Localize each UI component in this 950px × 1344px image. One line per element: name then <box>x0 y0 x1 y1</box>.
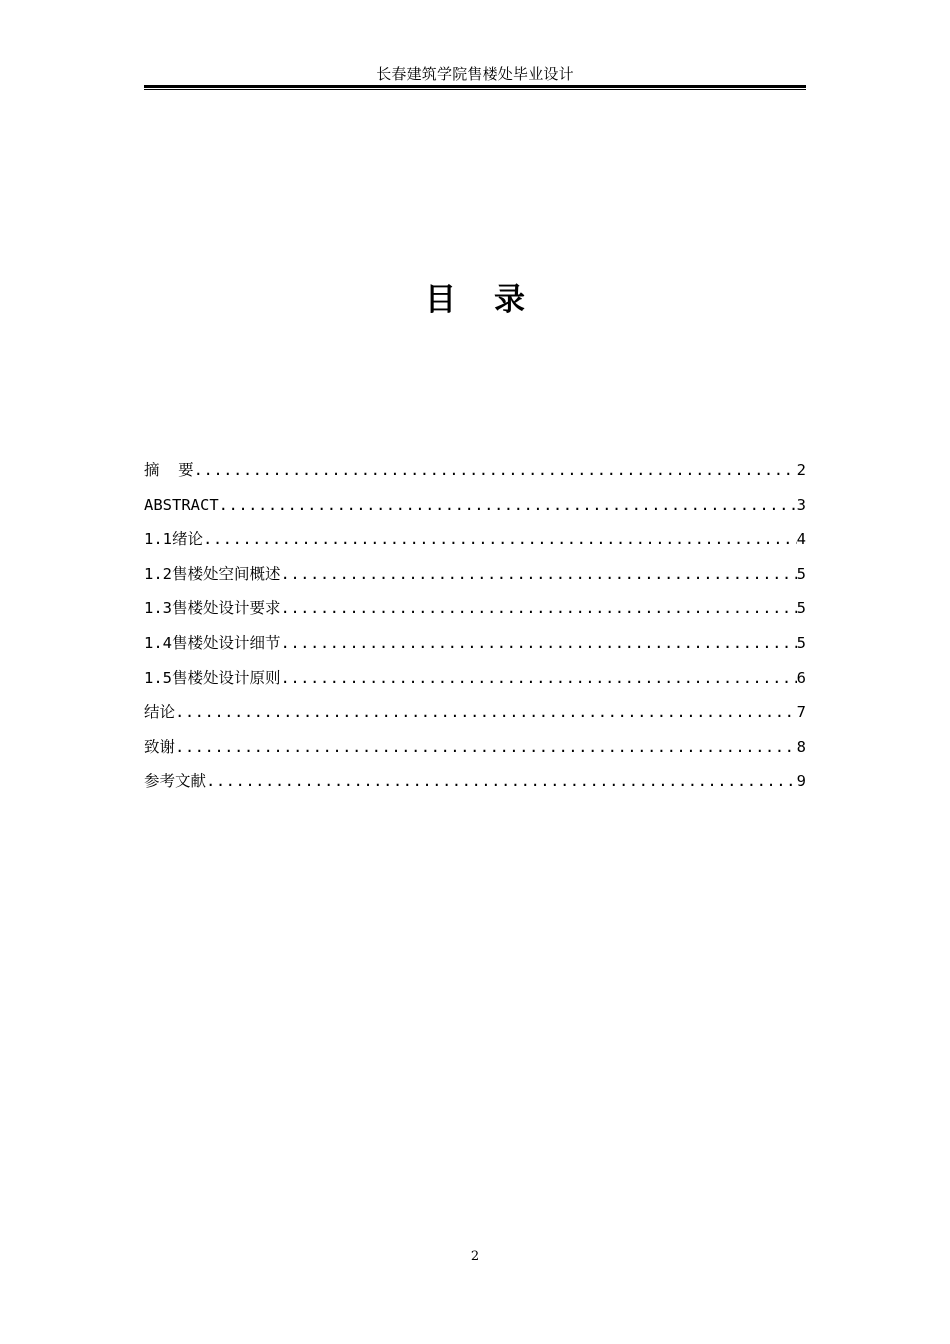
toc-dot-leader <box>175 700 797 724</box>
toc-entry-label: 1.2售楼处空间概述 <box>144 564 281 583</box>
toc-entry-page: 4 <box>796 530 806 549</box>
toc-entry-page: 9 <box>796 772 806 791</box>
toc-dot-leader <box>203 527 797 551</box>
toc-entry-label: 结论 <box>144 703 176 722</box>
toc-entry-label: 摘 要 <box>144 461 194 479</box>
header-rule-thick <box>144 85 806 88</box>
toc-entry-conclusion[interactable] <box>144 700 806 735</box>
toc-dot-leader <box>194 458 797 482</box>
toc-entry-label: 参考文献 <box>144 772 207 791</box>
toc-entry-label: 1.1绪论 <box>144 530 203 549</box>
toc-dot-leader <box>281 631 797 655</box>
toc-entry-1-5[interactable] <box>144 666 806 701</box>
toc-title-right: 录 <box>494 282 525 318</box>
toc-entry-label: 1.4售楼处设计细节 <box>144 633 281 652</box>
toc-dot-leader <box>281 596 797 620</box>
page-number: 2 <box>470 1249 480 1264</box>
toc-entry-abstract-en[interactable] <box>144 493 806 528</box>
toc-entry-page: 5 <box>796 633 806 652</box>
toc-dot-leader <box>175 735 797 759</box>
toc-entry-label: 致谢 <box>144 737 176 756</box>
toc-entry-label: 1.3售楼处设计要求 <box>144 599 281 618</box>
toc-entry-1-4[interactable] <box>144 631 806 666</box>
toc-entry-abstract-cn[interactable] <box>144 458 806 493</box>
toc-entry-page: 3 <box>796 495 806 514</box>
toc-entry-page: 5 <box>796 564 806 583</box>
toc-entry-page: 8 <box>796 737 806 756</box>
toc-entry-page: 5 <box>796 599 806 618</box>
toc-entry-label: ABSTRACT <box>144 495 219 514</box>
toc-title <box>0 278 950 322</box>
toc-dot-leader <box>206 769 797 793</box>
toc-entry-acknowledgements[interactable] <box>144 735 806 770</box>
toc-entry-1-3[interactable] <box>144 596 806 631</box>
toc-list <box>144 458 806 804</box>
toc-entry-1-2[interactable] <box>144 562 806 597</box>
toc-dot-leader <box>281 666 797 690</box>
toc-entry-page: 2 <box>796 461 806 479</box>
toc-title-left: 目 <box>425 282 456 318</box>
toc-entry-page: 6 <box>796 668 806 687</box>
toc-entry-1-1[interactable] <box>144 527 806 562</box>
toc-dot-leader <box>281 562 797 586</box>
toc-dot-leader <box>219 493 797 517</box>
toc-entry-page: 7 <box>796 703 806 722</box>
toc-entry-label: 1.5售楼处设计原则 <box>144 668 281 687</box>
header-rule-thin <box>144 89 806 90</box>
running-header: 长春建筑学院售楼处毕业设计 <box>376 65 574 83</box>
toc-entry-references[interactable] <box>144 769 806 804</box>
